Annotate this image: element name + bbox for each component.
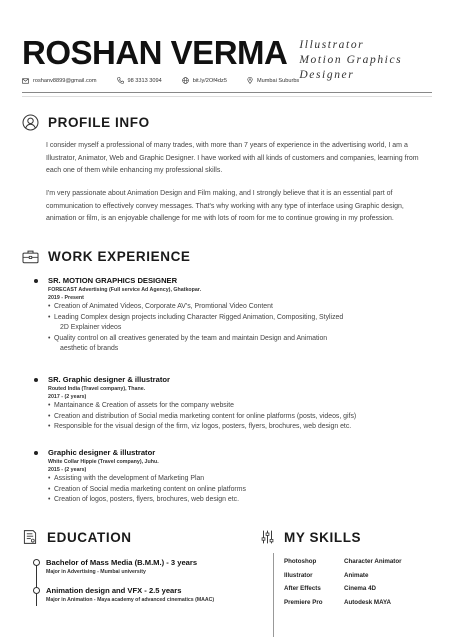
timeline-dot — [34, 451, 38, 455]
skill-item: Premiere Pro — [284, 598, 323, 606]
user-circle-icon — [22, 114, 39, 131]
skill-item: Autodesk MAYA — [344, 598, 391, 606]
job-bullets — [48, 401, 434, 433]
contact-email[interactable] — [22, 78, 97, 84]
job-role: SR. Graphic designer & illustrator — [48, 375, 170, 384]
title-line-1: Illustrator — [299, 39, 365, 51]
skill-item: Illustrator — [284, 571, 313, 579]
contact-phone[interactable] — [117, 77, 162, 84]
skills-section-heading — [260, 529, 361, 545]
degree-institution: Major in Animation - Maya academy of advanced cinematics (MAAC) — [46, 597, 215, 603]
skill-item: Animate — [344, 571, 369, 579]
education-entry — [46, 585, 261, 604]
job-entry — [34, 276, 434, 355]
degree-title: Animation design and VFX - 2.5 years — [46, 586, 182, 595]
location-pin-icon — [247, 77, 253, 84]
briefcase-icon — [22, 249, 39, 264]
profile-paragraph-1: I consider myself a professional of many trades, with more than 7 years of experience in the advertising world, I am a Illustrator, Animator, Web and Graphic Designer. I have worked with all kinds of customers and companies, learning from each one of them while enhancing my professional skills. — [46, 142, 419, 174]
job-entry — [34, 375, 434, 433]
contact-website[interactable] — [182, 77, 227, 84]
skills-grid — [284, 557, 444, 608]
job-dates: 2017 - (2 years) — [48, 394, 87, 400]
job-bullet: • Creation of logos, posters, flyers, brochures, web design etc. — [48, 495, 434, 506]
skill-item: Photoshop — [284, 558, 317, 565]
job-bullet: • Creation of Animated Videos, Corporate AV's, Promtional Video Content — [48, 302, 434, 313]
job-role: SR. MOTION GRAPHICS DESIGNER — [48, 276, 178, 285]
skill-item: After Effects — [284, 585, 321, 592]
sliders-icon — [260, 529, 275, 545]
skill-item: Character Animator — [344, 558, 402, 565]
job-bullet-continuation: aesthetic of brands — [60, 345, 119, 353]
job-bullets — [48, 302, 434, 355]
candidate-name: ROSHAN VERMA — [22, 34, 288, 71]
job-bullet: • Mantainance & Creation of assets for the company website — [48, 401, 434, 412]
phone-icon — [117, 77, 124, 84]
phone-text: 98 3313 3094 — [127, 77, 162, 84]
resume-header — [22, 34, 453, 83]
education-heading: EDUCATION — [47, 529, 132, 545]
mail-icon — [22, 78, 29, 84]
website-text: bit.ly/2Of4dz5 — [192, 77, 227, 84]
contact-location — [247, 77, 299, 84]
job-company: Routed India (Travel company), Thane. — [48, 386, 146, 392]
job-entry — [34, 448, 434, 506]
job-bullet: • Responsible for the visual design of the firm, viz logos, posters, flyers, brochures, web design etc. — [48, 422, 434, 433]
work-section-heading — [22, 249, 191, 264]
header-divider — [22, 92, 432, 93]
title-line-2: Motion Graphics Designer — [299, 54, 403, 81]
skills-heading: MY SKILLS — [284, 529, 362, 545]
globe-icon — [182, 77, 189, 84]
location-text: Mumbai Suburbs — [256, 77, 300, 84]
job-role: Graphic designer & illustrator — [48, 448, 156, 457]
job-bullet: • Quality control on all creatives generated by the team and maintain Design and Animation — [48, 334, 434, 345]
job-bullets — [48, 474, 434, 506]
skill-item: Cinema 4D — [344, 585, 376, 592]
work-heading: WORK EXPERIENCE — [48, 249, 191, 264]
profile-section-heading — [22, 114, 150, 131]
timeline-dot — [33, 587, 40, 594]
education-section-heading — [22, 529, 132, 545]
email-text: roshanv8899@gmail.com — [33, 77, 97, 84]
job-bullet: • Creation and distribution of Social media marketing content for online platforms (posts, videos, gifs) — [48, 412, 434, 423]
header-divider-light — [22, 96, 432, 97]
timeline-dot — [33, 559, 40, 566]
profile-paragraph-2: I'm very passionate about Animation Design and Film making, and I strongly believe that it is an essential part of communication to effectively convey messages. That's why working with any type of interface using Graphic design, animation or film, is an enjoyable challenge for me with lots of room for me to continue growing in my profession. — [46, 190, 404, 222]
degree-title: Bachelor of Mass Media (B.M.M.) - 3 years — [46, 558, 198, 567]
job-bullet: • Creation of Social media marketing content on online platforms — [48, 485, 434, 496]
job-dates: 2015 - (2 years) — [48, 467, 87, 473]
column-divider — [273, 553, 274, 637]
education-entry — [46, 557, 261, 576]
degree-institution: Major in Advertising - Mumbai university — [46, 569, 146, 575]
job-bullet: • Assisting with the development of Marketing Plan — [48, 474, 434, 485]
profile-heading: PROFILE INFO — [48, 115, 150, 130]
job-dates: 2019 - Present — [48, 295, 84, 301]
contact-bar — [22, 77, 432, 84]
timeline-dot — [34, 279, 38, 283]
certificate-icon — [22, 529, 38, 545]
job-bullet: • Leading Complex design projects including Character Rigged Animation, Compositing, Stylized — [48, 313, 434, 324]
job-company: FORECAST Advertising (Full service Ad Agency), Ghatkopar. — [48, 287, 202, 293]
education-timeline — [36, 562, 37, 606]
job-bullet-continuation: 2D Explainer videos — [60, 324, 122, 332]
timeline-dot — [34, 378, 38, 382]
job-company: White Collar Hippie (Travel company), Juhu. — [48, 459, 159, 465]
